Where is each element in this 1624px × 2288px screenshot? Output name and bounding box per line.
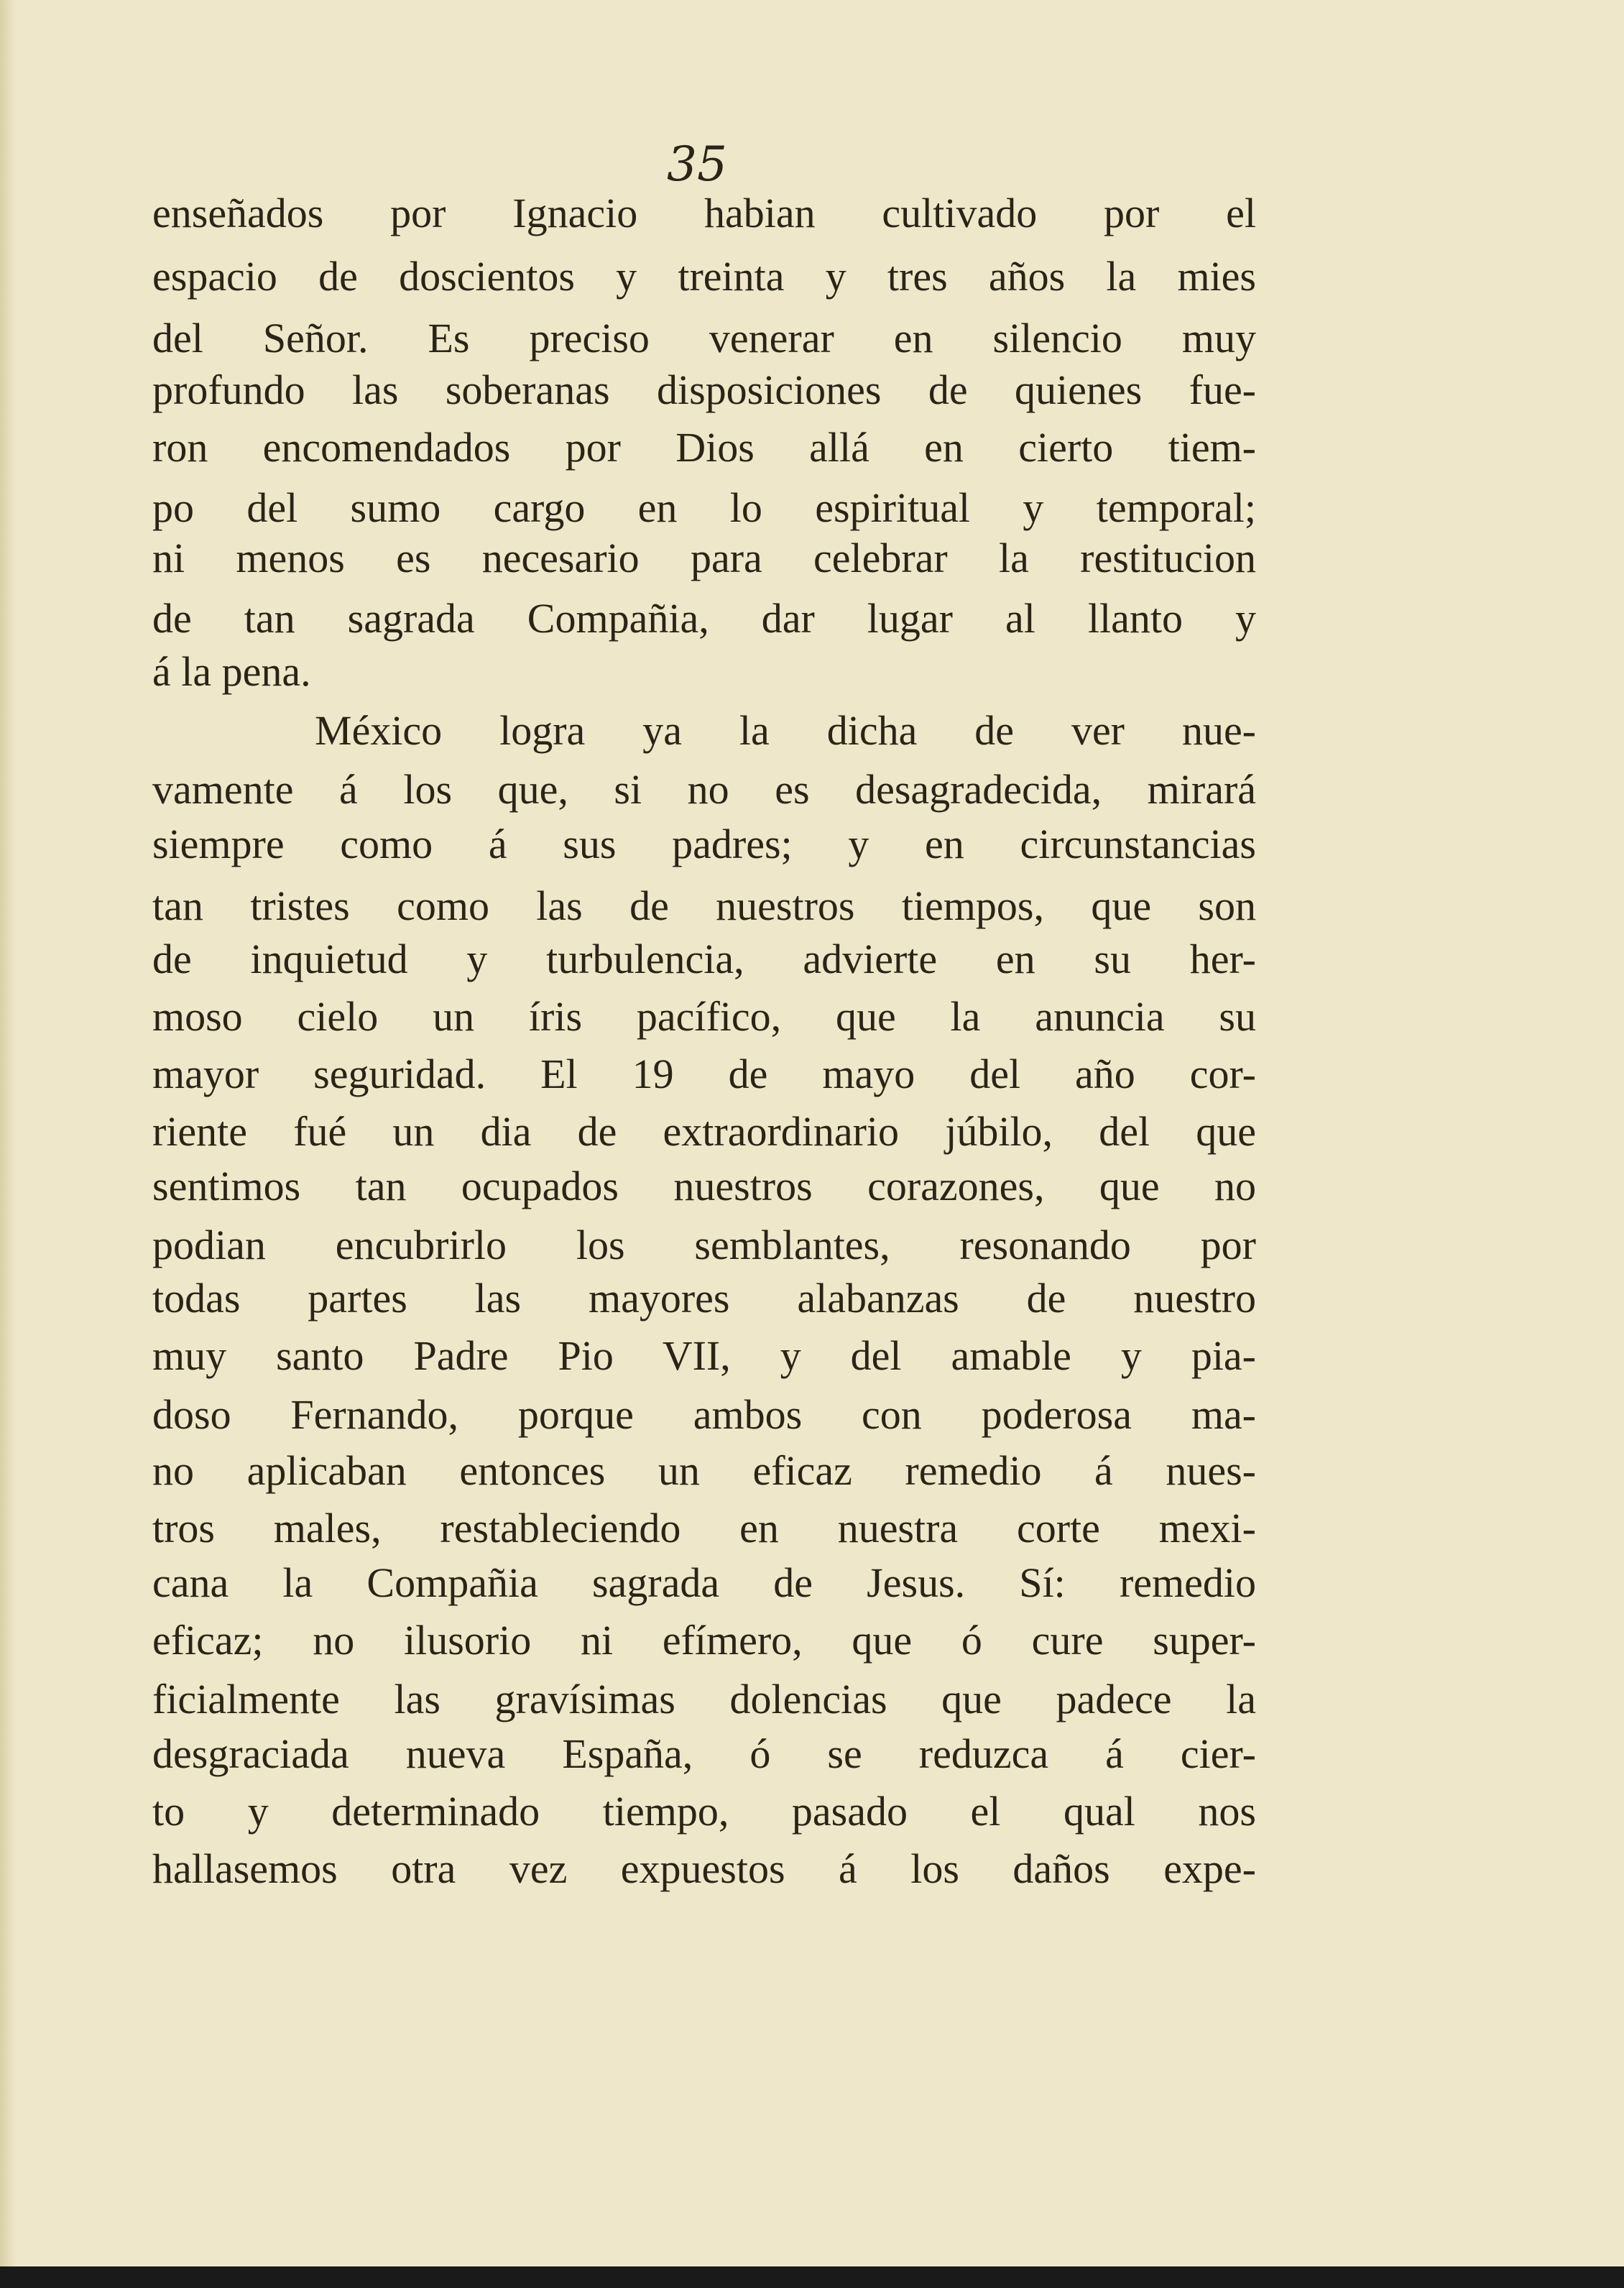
text-line: ron encomendados por Dios allá en cierto tiem- <box>152 424 1256 471</box>
text-line: tros males, restableciendo en nuestra corte mexi- <box>152 1505 1256 1551</box>
text-line: hallasemos otra vez expuestos á los daños expe- <box>152 1845 1256 1892</box>
text-line: enseñados por Ignacio habian cultivado por el <box>152 190 1256 236</box>
text-line: riente fué un dia de extraordinario júbilo, del que <box>152 1108 1256 1155</box>
text-line: mayor seguridad. El 19 de mayo del año cor- <box>152 1051 1256 1097</box>
text-line: cana la Compañia sagrada de Jesus. Sí: remedio <box>152 1559 1256 1606</box>
text-line: de tan sagrada Compañia, dar lugar al llanto y <box>152 595 1256 642</box>
text-line: po del sumo cargo en lo espiritual y temporal; <box>152 484 1256 531</box>
text-line: espacio de doscientos y treinta y tres años la mies <box>152 253 1256 300</box>
text-line: sentimos tan ocupados nuestros corazones, que no <box>152 1163 1256 1209</box>
text-line: tan tristes como las de nuestros tiempos, que son <box>152 882 1256 929</box>
text-line: ni menos es necesario para celebrar la restitucion <box>152 535 1256 581</box>
text-line: todas partes las mayores alabanzas de nuestro <box>152 1275 1256 1321</box>
text-line: á la pena. <box>152 648 311 695</box>
text-line: profundo las soberanas disposiciones de quienes fue- <box>152 366 1256 413</box>
page-number-text: 35 <box>667 137 727 192</box>
text-line: siempre como á sus padres; y en circunstancias <box>152 821 1256 867</box>
paragraph-first-line: México logra ya la dicha de ver nue- <box>315 707 1256 754</box>
text-line: to y determinado tiempo, pasado el qual nos <box>152 1788 1256 1835</box>
text-line: vamente á los que, si no es desagradecida, mirará <box>152 766 1256 813</box>
text-line: del Señor. Es preciso venerar en silencio muy <box>152 315 1256 361</box>
text-line: muy santo Padre Pio VII, y del amable y pia- <box>152 1332 1256 1379</box>
text-line: desgraciada nueva España, ó se reduzca á cier- <box>152 1730 1256 1777</box>
text-line: podian encubrirlo los semblantes, resonando por <box>152 1222 1256 1268</box>
text-line: no aplicaban entonces un eficaz remedio á nues- <box>152 1447 1256 1494</box>
text-line: de inquietud y turbulencia, advierte en su her- <box>152 936 1256 982</box>
text-line: ficialmente las gravísimas dolencias que padece la <box>152 1676 1256 1722</box>
text-line: moso cielo un íris pacífico, que la anuncia su <box>152 993 1256 1040</box>
page-edge-shadow <box>0 0 16 2266</box>
text-line: eficaz; no ilusorio ni efímero, que ó cure super- <box>152 1617 1256 1664</box>
text-line: doso Fernando, porque ambos con poderosa ma- <box>152 1391 1256 1438</box>
